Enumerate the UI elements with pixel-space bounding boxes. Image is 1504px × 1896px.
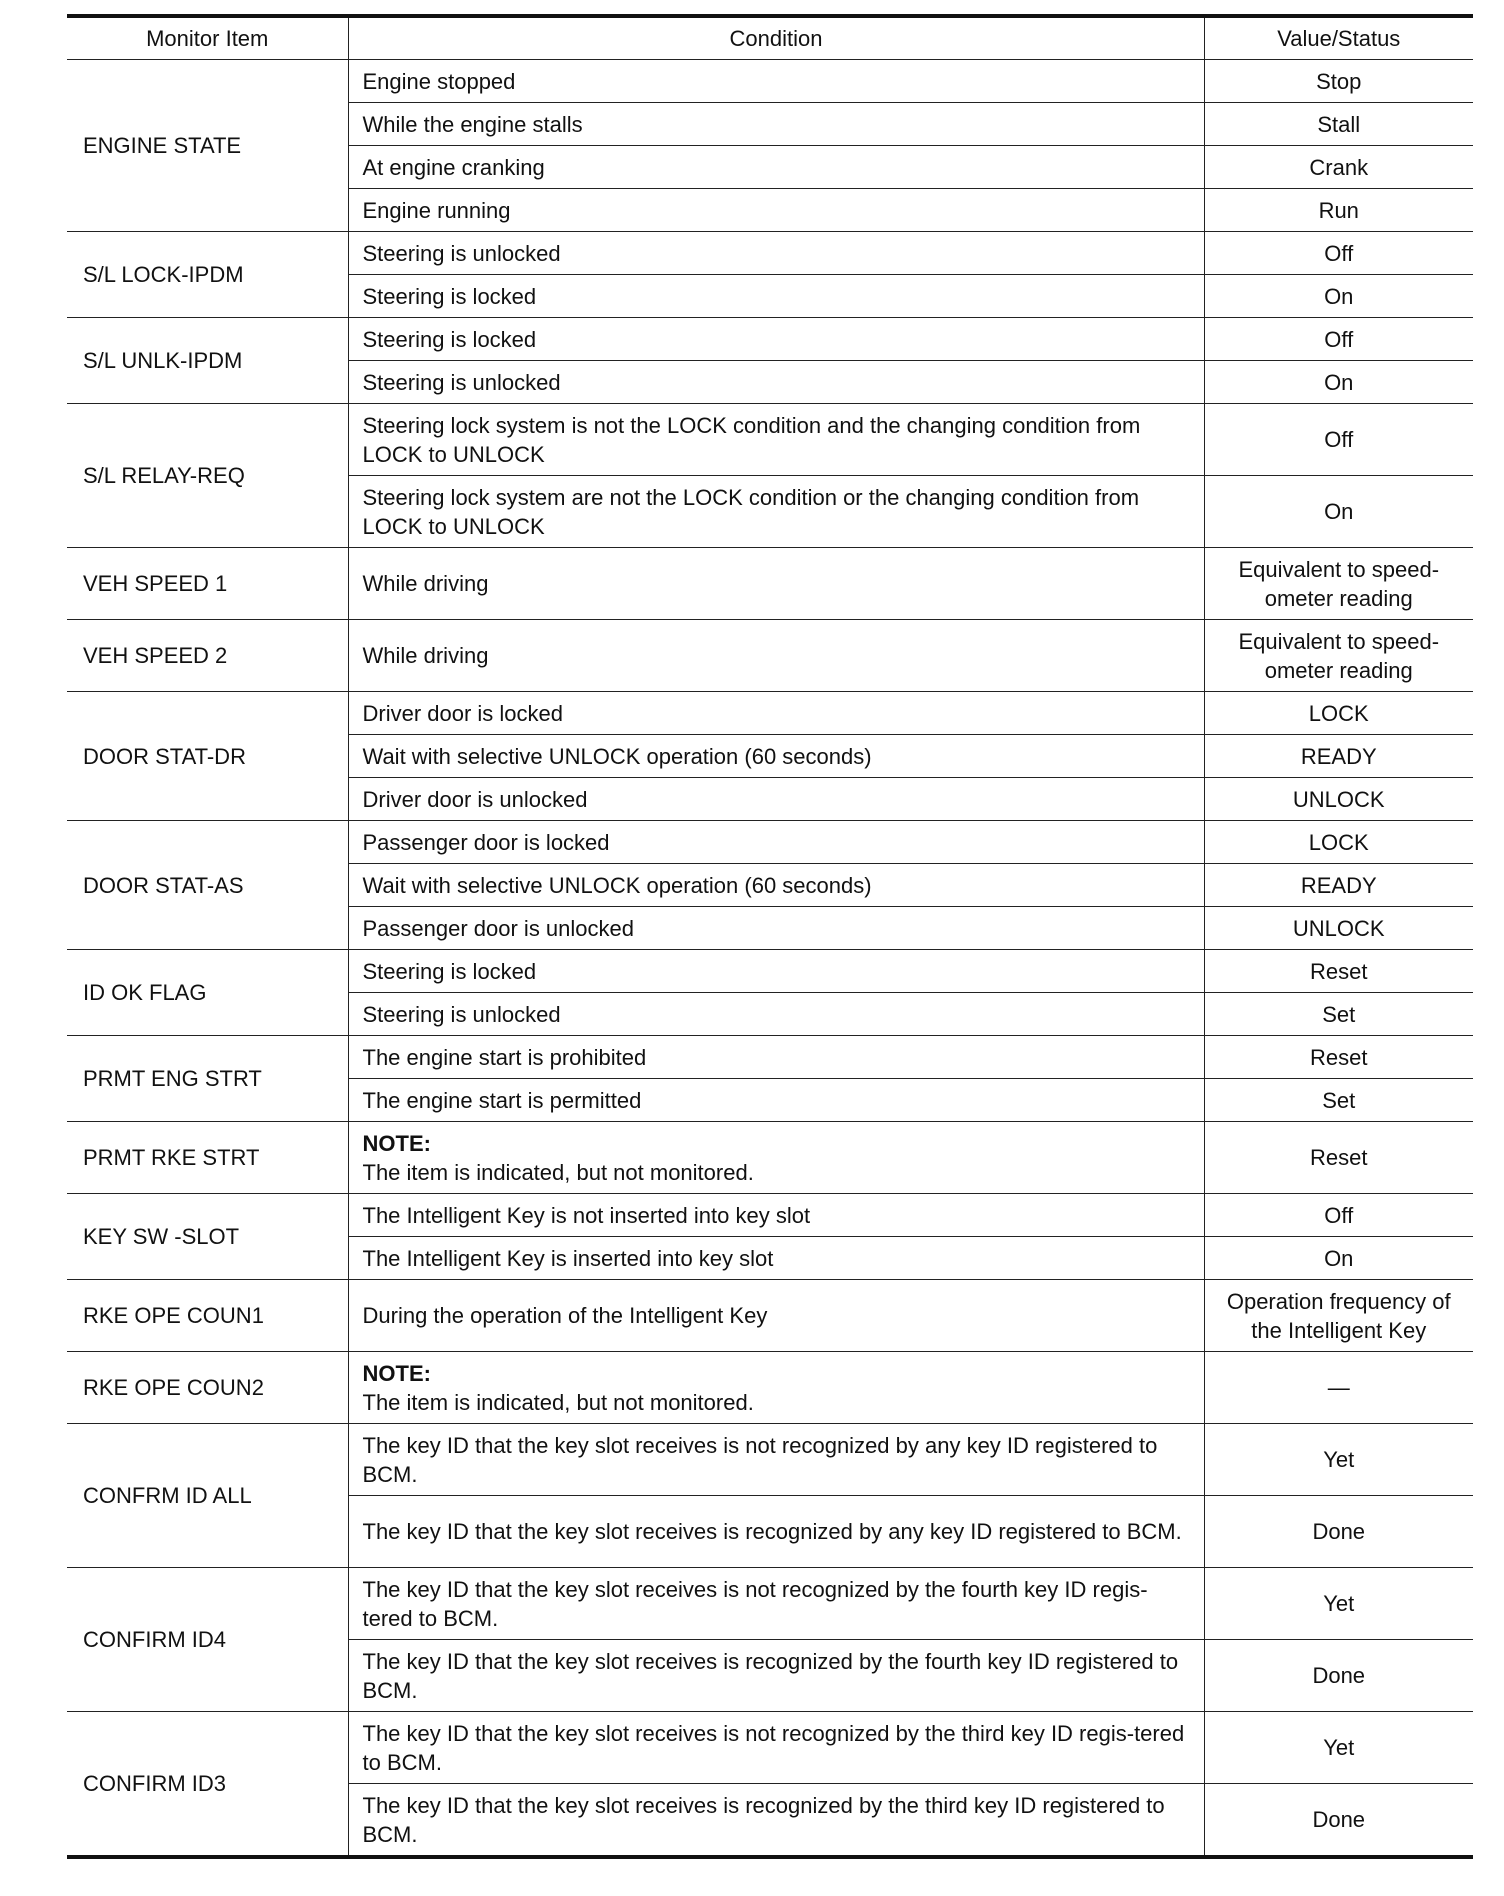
condition-cell: Wait with selective UNLOCK operation (60 seconds) (348, 735, 1204, 778)
monitor-item-cell: CONFIRM ID4 (67, 1568, 348, 1712)
monitor-item-table (67, 14, 1473, 1859)
table-row (67, 821, 1473, 864)
condition-cell: The key ID that the key slot receives is recognized by any key ID registered to BCM. (348, 1496, 1204, 1568)
condition-cell: Engine stopped (348, 60, 1204, 103)
value-status-cell: On (1204, 1237, 1473, 1280)
monitor-item-cell: DOOR STAT-DR (67, 692, 348, 821)
table-row (67, 1122, 1473, 1194)
value-status-cell: Yet (1204, 1568, 1473, 1640)
value-status-cell: Reset (1204, 950, 1473, 993)
condition-cell: The key ID that the key slot receives is not recognized by the fourth key ID regis-tered to BCM. (348, 1568, 1204, 1640)
table-row (67, 1424, 1473, 1496)
value-status-cell: Equivalent to speed-ometer reading (1204, 620, 1473, 692)
condition-cell: The engine start is permitted (348, 1079, 1204, 1122)
value-status-cell: Yet (1204, 1424, 1473, 1496)
condition-cell: At engine cranking (348, 146, 1204, 189)
condition-cell: Steering lock system is not the LOCK condition and the changing condition from LOCK to UNLOCK (348, 404, 1204, 476)
note-text: The item is indicated, but not monitored. (362, 1389, 754, 1415)
condition-cell: Driver door is unlocked (348, 778, 1204, 821)
monitor-item-cell: S/L UNLK-IPDM (67, 318, 348, 404)
table-row (67, 232, 1473, 275)
condition-cell: While driving (348, 548, 1204, 620)
monitor-item-cell: S/L LOCK-IPDM (67, 232, 348, 318)
table-row (67, 60, 1473, 103)
value-status-cell: Operation frequency of the Intelligent Key (1204, 1280, 1473, 1352)
value-status-cell: Set (1204, 993, 1473, 1036)
value-status-cell: READY (1204, 735, 1473, 778)
monitor-item-cell: CONFRM ID ALL (67, 1424, 348, 1568)
monitor-item-cell: RKE OPE COUN2 (67, 1352, 348, 1424)
value-status-cell: Reset (1204, 1036, 1473, 1079)
condition-cell: The Intelligent Key is inserted into key slot (348, 1237, 1204, 1280)
condition-cell: Passenger door is unlocked (348, 907, 1204, 950)
value-status-cell: Done (1204, 1640, 1473, 1712)
header-value-status: Value/Status (1204, 16, 1473, 60)
condition-cell: Engine running (348, 189, 1204, 232)
value-status-cell: Reset (1204, 1122, 1473, 1194)
condition-cell: Steering is locked (348, 275, 1204, 318)
table-row (67, 1194, 1473, 1237)
value-status-cell: Stop (1204, 60, 1473, 103)
value-status-cell: Off (1204, 404, 1473, 476)
monitor-item-cell: PRMT RKE STRT (67, 1122, 348, 1194)
monitor-item-cell: PRMT ENG STRT (67, 1036, 348, 1122)
header-monitor-item: Monitor Item (67, 16, 348, 60)
note-text: The item is indicated, but not monitored. (362, 1159, 754, 1185)
monitor-item-cell: ID OK FLAG (67, 950, 348, 1036)
condition-cell: While the engine stalls (348, 103, 1204, 146)
value-status-cell: — (1204, 1352, 1473, 1424)
table-row (67, 548, 1473, 620)
note-label: NOTE: (362, 1130, 431, 1156)
value-status-cell: LOCK (1204, 821, 1473, 864)
condition-cell (348, 1122, 1204, 1194)
table-row (67, 1280, 1473, 1352)
value-status-cell: Stall (1204, 103, 1473, 146)
value-status-cell: Equivalent to speed-ometer reading (1204, 548, 1473, 620)
value-status-cell: UNLOCK (1204, 907, 1473, 950)
monitor-item-cell: ENGINE STATE (67, 60, 348, 232)
monitor-item-cell: CONFIRM ID3 (67, 1712, 348, 1858)
monitor-item-cell: VEH SPEED 1 (67, 548, 348, 620)
table-row (67, 1568, 1473, 1640)
value-status-cell: On (1204, 361, 1473, 404)
table-body (67, 60, 1473, 1858)
condition-cell: Steering is unlocked (348, 361, 1204, 404)
condition-cell: While driving (348, 620, 1204, 692)
value-status-cell: Done (1204, 1784, 1473, 1858)
value-status-cell: On (1204, 476, 1473, 548)
table-header (67, 16, 1473, 60)
condition-cell: The key ID that the key slot receives is not recognized by the third key ID regis-tered to BCM. (348, 1712, 1204, 1784)
monitor-item-cell: KEY SW -SLOT (67, 1194, 348, 1280)
table-row (67, 404, 1473, 476)
condition-cell: The key ID that the key slot receives is recognized by the third key ID registered to BCM. (348, 1784, 1204, 1858)
value-status-cell: Yet (1204, 1712, 1473, 1784)
value-status-cell: Run (1204, 189, 1473, 232)
value-status-cell: Off (1204, 1194, 1473, 1237)
value-status-cell: On (1204, 275, 1473, 318)
condition-cell: Steering is unlocked (348, 232, 1204, 275)
condition-cell: The key ID that the key slot receives is not recognized by any key ID registered to BCM. (348, 1424, 1204, 1496)
table-row (67, 692, 1473, 735)
monitor-item-cell: RKE OPE COUN1 (67, 1280, 348, 1352)
value-status-cell: Crank (1204, 146, 1473, 189)
condition-cell: Passenger door is locked (348, 821, 1204, 864)
table-row (67, 1036, 1473, 1079)
condition-cell: Steering is locked (348, 950, 1204, 993)
header-condition: Condition (348, 16, 1204, 60)
value-status-cell: Off (1204, 232, 1473, 275)
condition-cell (348, 1352, 1204, 1424)
table-row (67, 950, 1473, 993)
value-status-cell: LOCK (1204, 692, 1473, 735)
value-status-cell: Off (1204, 318, 1473, 361)
table-row (67, 1712, 1473, 1784)
table-row (67, 1352, 1473, 1424)
condition-cell: Wait with selective UNLOCK operation (60 seconds) (348, 864, 1204, 907)
value-status-cell: READY (1204, 864, 1473, 907)
value-status-cell: Set (1204, 1079, 1473, 1122)
value-status-cell: Done (1204, 1496, 1473, 1568)
condition-cell: During the operation of the Intelligent Key (348, 1280, 1204, 1352)
monitor-item-cell: S/L RELAY-REQ (67, 404, 348, 548)
header-row (67, 16, 1473, 60)
table-row (67, 318, 1473, 361)
condition-cell: Driver door is locked (348, 692, 1204, 735)
monitor-item-cell: VEH SPEED 2 (67, 620, 348, 692)
value-status-cell: UNLOCK (1204, 778, 1473, 821)
condition-cell: The Intelligent Key is not inserted into key slot (348, 1194, 1204, 1237)
condition-cell: Steering is unlocked (348, 993, 1204, 1036)
condition-cell: Steering is locked (348, 318, 1204, 361)
table-row (67, 620, 1473, 692)
note-label: NOTE: (362, 1360, 431, 1386)
condition-cell: Steering lock system are not the LOCK condition or the changing condition from LOCK to UNLOCK (348, 476, 1204, 548)
monitor-item-cell: DOOR STAT-AS (67, 821, 348, 950)
condition-cell: The key ID that the key slot receives is recognized by the fourth key ID registered to BCM. (348, 1640, 1204, 1712)
condition-cell: The engine start is prohibited (348, 1036, 1204, 1079)
